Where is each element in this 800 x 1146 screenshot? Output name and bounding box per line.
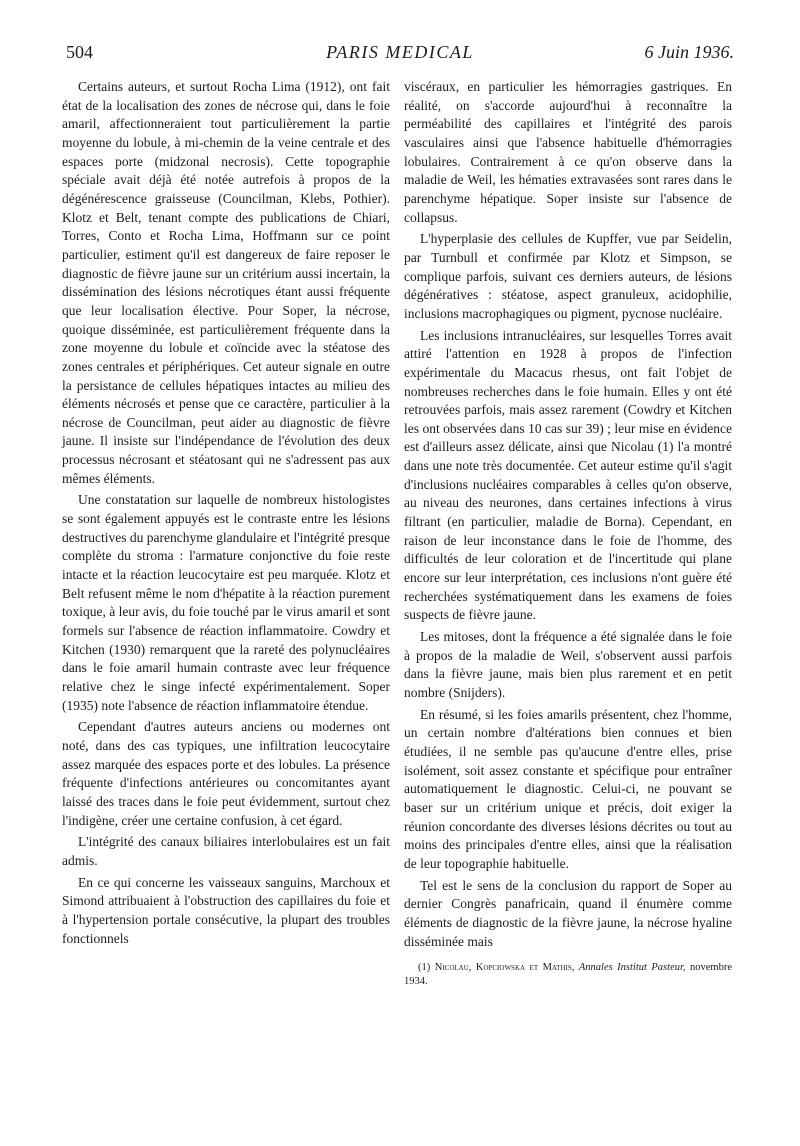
paragraph: En résumé, si les foies amarils présentent, chez l'homme, un certain nombre d'altérations bien connues et bien étudiées, il ne semble pas qu'aucune d'entre elles, prise isolément, soit assez constante et spécifique pour entraîner automatiquement le diagnostic. Celui-ci, ne pouvant se baser sur un critérium unique et précis, doit exiger la réunion concordante des diverses lésions décrites ou tout au moins des principales d'entre elles, ainsi que la réalisation de leur topographie habituelle.	[404, 706, 732, 871]
paragraph: Les inclusions intranucléaires, sur lesquelles Torres avait attiré l'attention en 1928 à propos de l'infection expérimentale du Macacus rhesus, ont fait l'objet de nombreuses recherches dans le foie humain. Elles y ont été retrouvées parfois, mais assez rarement (Cowdry et Kitchen les ont observées dans 10 cas sur 39) ; leur mise en évidence est d'ailleurs assez délicate, ainsi que Nicolau (1) l'a montré dans une note très documentée. Cet auteur estime qu'il s'agit d'inclusions nucléaires comparables à celles qu'on observe, au niveau des neurones, dans certaines infections à virus filtrant (en particulier, maladie de Borna). Cependant, en raison de leur inconstance dans le foie de l'homme, des difficultés de leur coloration et de l'incertitude qui plane encore sur leur interprétation, ces inclusions n'ont guère été recherchées systématiquement dans les examens de foies suspects de fièvre jaune.	[404, 327, 732, 623]
left-column	[62, 78, 390, 951]
footnote-journal: Annales Institut Pasteur,	[578, 962, 686, 974]
paragraph: En ce qui concerne les vaisseaux sanguins, Marchoux et Simond attribuaient à l'obstruction des capillaires du foie et à l'hypertension portale consécutive, la plupart des troubles fonctionnels	[62, 874, 390, 946]
paragraph: Cependant d'autres auteurs anciens ou modernes ont noté, dans des cas typiques, une infiltration leucocytaire assez marquée des espaces porte et des lobules. La présence fréquente d'infections antérieures ou concomitantes ayant laissé des traces dans le foie peut évidemment, surtout chez l'indigène, créer une certaine confusion, à cet égard.	[62, 719, 390, 828]
footnote-authors: Nicolau, Kopciowska et Mathis,	[434, 962, 575, 974]
paragraph: Certains auteurs, et surtout Rocha Lima (1912), ont fait état de la localisation des zones de nécrose qui, dans le foie amaril, affectionneraient tout particulièrement la partie moyenne du lobule, à mi-chemin de la veine centrale et des espaces porte (midzonal necrosis). Cette topographie spéciale avait déjà été notée autrefois à propos de la dégénérescence graisseuse (Councilman, Klebs, Pothier). Klotz et Belt, tenant compte des publications de Chiari, Torres, Conto et Rocha Lima, Hoffmann sur ce point particulier, estiment qu'il est dangereux de faire reposer le diagnostic de fièvre jaune sur un critérium aussi incertain, la dissémination des lésions nécrotiques étant aussi fréquente que leur localisation élective. Pour Soper, la nécrose, quoique disséminée, est particulièrement fréquente dans la zone moyenne du lobule et coïncide avec la stéatose des zones centrales et périphériques. Cet auteur signale en outre la persistance de cellules hépatiques intactes au milieu des éléments nécrosés et pense que ce caractère, particulier à la nécrose de Councilman, peut aider au diagnostic de fièvre jaune. Il insiste sur l'indépendance de l'évolution des deux processus nécrosant et stéatosant qui ne s'adressent pas aux mêmes éléments.	[62, 79, 390, 486]
footnote	[404, 961, 732, 989]
right-column	[404, 78, 732, 989]
paragraph: Les mitoses, dont la fréquence a été signalée dans le foie à propos de la maladie de Weil, s'observent aussi parfois dans la fièvre jaune, mais bien plus rarement et en petit nombre (Snijders).	[404, 629, 732, 700]
paragraph: L'intégrité des canaux biliaires interlobulaires est un fait admis.	[62, 834, 390, 868]
paragraph: viscéraux, en particulier les hémorragies gastriques. En réalité, on s'accorde aujourd'hui à reconnaître la perméabilité des capillaires et l'intégrité des parois vasculaires ainsi que l'absence habituelle d'hémorragies lobulaires. Contrairement à ce qu'on observe dans la maladie de Weil, les hématies extravasées sont rares dans le parenchyme hépatique. Soper insiste sur l'absence de collapsus.	[404, 79, 732, 225]
paragraph: Tel est le sens de la conclusion du rapport de Soper au dernier Congrès panafricain, quand il énumère comme éléments de diagnostic de la fièvre jaune, la nécrose hyaline disséminée mais	[404, 877, 732, 949]
footnote-marker: (1)	[418, 962, 431, 974]
journal-title: PARIS MEDICAL	[326, 42, 474, 62]
footnote-date: novembre 1934.	[404, 962, 733, 988]
page-number: 504	[66, 42, 93, 62]
issue-date: 6 Juin 1936.	[644, 42, 734, 62]
paragraph: Une constatation sur laquelle de nombreux histologistes se sont également appuyés est le contraste entre les lésions destructives du parenchyme glandulaire et l'intégrité presque complète du stroma : l'armature conjonctive du foie reste intacte et la réaction leucocytaire est peu marquée. Klotz et Belt refusent même le nom d'hépatite à la réaction purement toxique, à leur avis, du foie touché par le virus amaril et sont formels sur l'absence de réaction inflammatoire. Cowdry et Kitchen (1930) remarquent que la rareté des polynucléaires dans le foie amaril humain contraste avec leur fréquence relative chez le singe infecté expérimentalement. Soper (1935) note l'absence de réaction inflammatoire étendue.	[62, 492, 390, 713]
paragraph: L'hyperplasie des cellules de Kupffer, vue par Seidelin, par Turnbull et confirmée par Klotz et Simpson, se complique parfois, suivant ces derniers auteurs, de lésions dégénératives : stéatose, aspect granuleux, acidophilie, inclusions macrophagiques ou pigment, pycnose nucléaire.	[404, 231, 732, 321]
running-header	[0, 42, 800, 72]
